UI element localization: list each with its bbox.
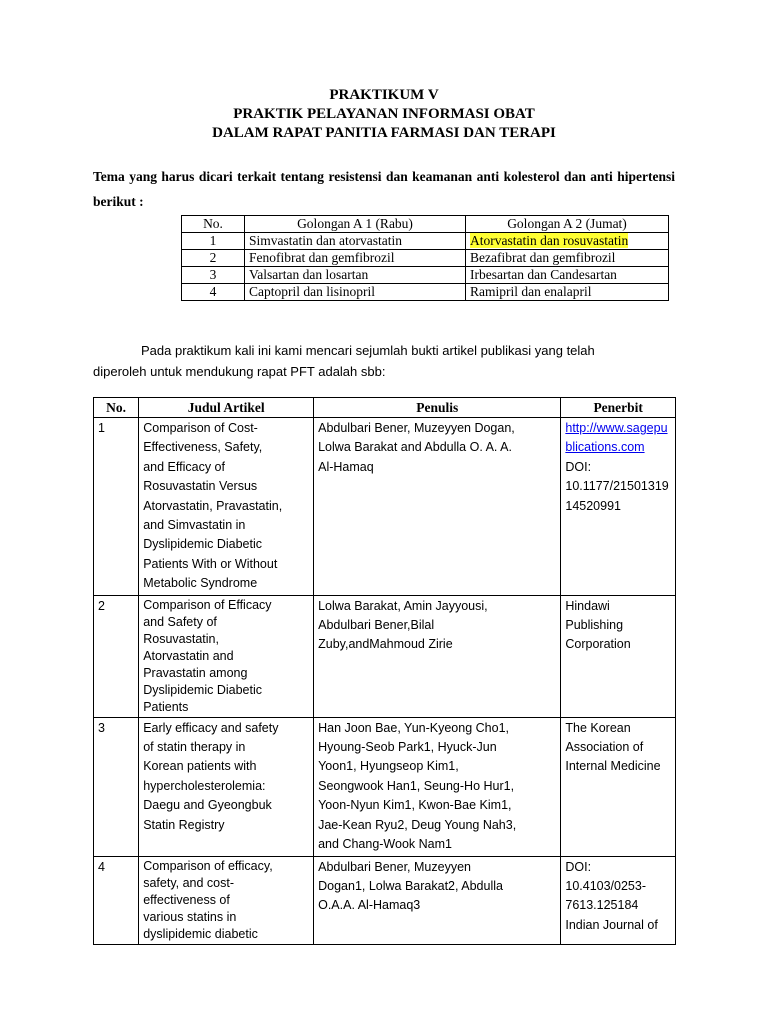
article-no: 4 (94, 856, 139, 944)
article-title (139, 717, 314, 856)
author-line: Dogan1, Lolwa Barakat2, Abdulla (318, 878, 503, 893)
golongan-no: 3 (182, 267, 245, 284)
author-line: Seongwook Han1, Seung-Ho Hur1, (318, 778, 515, 793)
highlighted-text: Atorvastatin dan rosuvastatin (470, 233, 629, 248)
publisher-line: Internal Medicine (565, 759, 661, 774)
publisher-line: The Korean (565, 720, 631, 735)
author-line: Han Joon Bae, Yun-Kyeong Cho1, (318, 720, 509, 735)
author-line: Abdulbari Bener,Bilal (318, 618, 435, 633)
title-line: Patients With or Without (143, 556, 278, 571)
title-line: Comparison of Cost- (143, 421, 258, 435)
golongan-row (182, 233, 669, 250)
golongan-header-a1: Golongan A 1 (Rabu) (245, 216, 466, 233)
title-line: various statins in (143, 909, 237, 924)
publisher-line: 7613.125184 (565, 898, 639, 913)
golongan-no: 4 (182, 284, 245, 301)
golongan-a1-cell: Valsartan dan losartan (245, 267, 466, 284)
title-line: Comparison of efficacy, (143, 858, 273, 873)
author-line: Zuby,andMahmoud Zirie (318, 637, 453, 652)
author-line: Lolwa Barakat and Abdulla O. A. A. (318, 440, 512, 455)
golongan-a2-cell: Bezafibrat dan gemfibrozil (466, 250, 669, 267)
publisher-line: Association of (565, 740, 644, 755)
article-authors (314, 595, 561, 717)
golongan-table (181, 215, 669, 301)
article-title (139, 595, 314, 717)
article-authors (314, 717, 561, 856)
author-line: Jae-Kean Ryu2, Deug Young Nah3, (318, 817, 517, 832)
title-line: Dyslipidemic Diabetic (143, 537, 263, 552)
article-row (94, 595, 676, 717)
article-row (94, 717, 676, 856)
golongan-header-no: No. (182, 216, 245, 233)
publisher-line: 14520991 (565, 498, 621, 513)
title-line: of statin therapy in (143, 740, 246, 755)
publisher-line: 10.4103/0253- (565, 878, 647, 893)
article-publisher (561, 418, 676, 596)
doc-title-line2: PRAKTIK PELAYANAN INFORMASI OBAT (233, 106, 535, 122)
golongan-a1-cell: Fenofibrat dan gemfibrozil (245, 250, 466, 267)
author-line: and Chang-Wook Nam1 (318, 837, 452, 852)
article-authors (314, 856, 561, 944)
author-line: Yoon-Nyun Kim1, Kwon-Bae Kim1, (318, 798, 512, 813)
title-line: Rosuvastatin, (143, 631, 219, 646)
publisher-line: Publishing (565, 618, 624, 633)
article-row (94, 856, 676, 944)
title-line: Atorvastatin and (143, 648, 234, 663)
author-line: Al-Hamaq (318, 459, 374, 474)
intro-line-1: Pada praktikum kali ini kami mencari sejumlah bukti artikel publikasi yang telah (141, 343, 595, 358)
article-header-no: No. (94, 398, 139, 418)
title-line: Atorvastatin, Pravastatin, (143, 498, 283, 513)
golongan-header-row (182, 216, 669, 233)
article-header-authors: Penulis (314, 398, 561, 418)
author-line: Abdulbari Bener, Muzeyyen Dogan, (318, 421, 515, 435)
title-line: Effectiveness, Safety, (143, 440, 263, 455)
golongan-row (182, 284, 669, 301)
golongan-row (182, 250, 669, 267)
article-authors (314, 418, 561, 596)
article-header-publisher: Penerbit (561, 398, 676, 418)
title-line: Metabolic Syndrome (143, 576, 258, 591)
title-line: hypercholesterolemia: (143, 778, 266, 793)
intro-paragraph (93, 340, 673, 382)
article-no: 2 (94, 595, 139, 717)
article-title (139, 856, 314, 944)
title-line: Korean patients with (143, 759, 257, 774)
article-table (93, 397, 676, 945)
golongan-a1-cell: Captopril dan lisinopril (245, 284, 466, 301)
title-line: Pravastatin among (143, 665, 248, 680)
title-line: dyslipidemic diabetic (143, 926, 258, 941)
publisher-link[interactable]: blications.com (565, 440, 645, 455)
publisher-link[interactable]: http://www.sagepu (565, 421, 668, 435)
golongan-a2-cell: Irbesartan dan Candesartan (466, 267, 669, 284)
golongan-a2-cell: Ramipril dan enalapril (466, 284, 669, 301)
intro-line-2: diperoleh untuk mendukung rapat PFT adalah sbb: (93, 364, 386, 379)
author-line: Lolwa Barakat, Amin Jayyousi, (318, 598, 488, 613)
publisher-line: Indian Journal of (565, 917, 658, 932)
publisher-line: Hindawi (565, 598, 610, 613)
title-line: Comparison of Efficacy (143, 597, 272, 612)
doc-title-line1: PRAKTIKUM V (329, 87, 439, 103)
doc-title-line3: DALAM RAPAT PANITIA FARMASI DAN TERAPI (212, 125, 556, 141)
article-header-title: Judul Artikel (139, 398, 314, 418)
golongan-no: 2 (182, 250, 245, 267)
article-header-row (94, 398, 676, 418)
golongan-header-a2: Golongan A 2 (Jumat) (466, 216, 669, 233)
golongan-row (182, 267, 669, 284)
title-line: and Simvastatin in (143, 518, 246, 533)
publisher-line: 10.1177/21501319 (565, 479, 669, 494)
article-row (94, 418, 676, 596)
article-no: 3 (94, 717, 139, 856)
title-line: Dyslipidemic Diabetic (143, 682, 263, 697)
article-publisher (561, 595, 676, 717)
title-line: effectiveness of (143, 892, 230, 907)
article-no: 1 (94, 418, 139, 596)
author-line: Hyoung-Seob Park1, Hyuck-Jun (318, 740, 497, 755)
golongan-a2-cell (466, 233, 669, 250)
title-line: Statin Registry (143, 817, 225, 832)
article-title (139, 418, 314, 596)
golongan-no: 1 (182, 233, 245, 250)
article-publisher (561, 856, 676, 944)
title-line: Daegu and Gyeongbuk (143, 798, 272, 813)
publisher-line: Corporation (565, 637, 631, 652)
article-publisher (561, 717, 676, 856)
theme-statement: Tema yang harus dicari terkait tentang resistensi dan keamanan anti kolesterol dan anti hipertensi berikut : (93, 169, 675, 209)
title-line: Rosuvastatin Versus (143, 479, 258, 494)
publisher-line: DOI: (565, 459, 592, 474)
golongan-a1-cell: Simvastatin dan atorvastatin (245, 233, 466, 250)
author-line: Yoon1, Hyungseop Kim1, (318, 759, 459, 774)
title-line: and Efficacy of (143, 459, 225, 474)
title-line: safety, and cost- (143, 875, 235, 890)
title-line: Patients (143, 699, 189, 714)
title-line: Early efficacy and safety (143, 720, 279, 735)
title-line: and Safety of (143, 614, 217, 629)
author-line: Abdulbari Bener, Muzeyyen (318, 859, 471, 874)
publisher-line: DOI: (565, 859, 592, 874)
author-line: O.A.A. Al-Hamaq3 (318, 898, 421, 913)
